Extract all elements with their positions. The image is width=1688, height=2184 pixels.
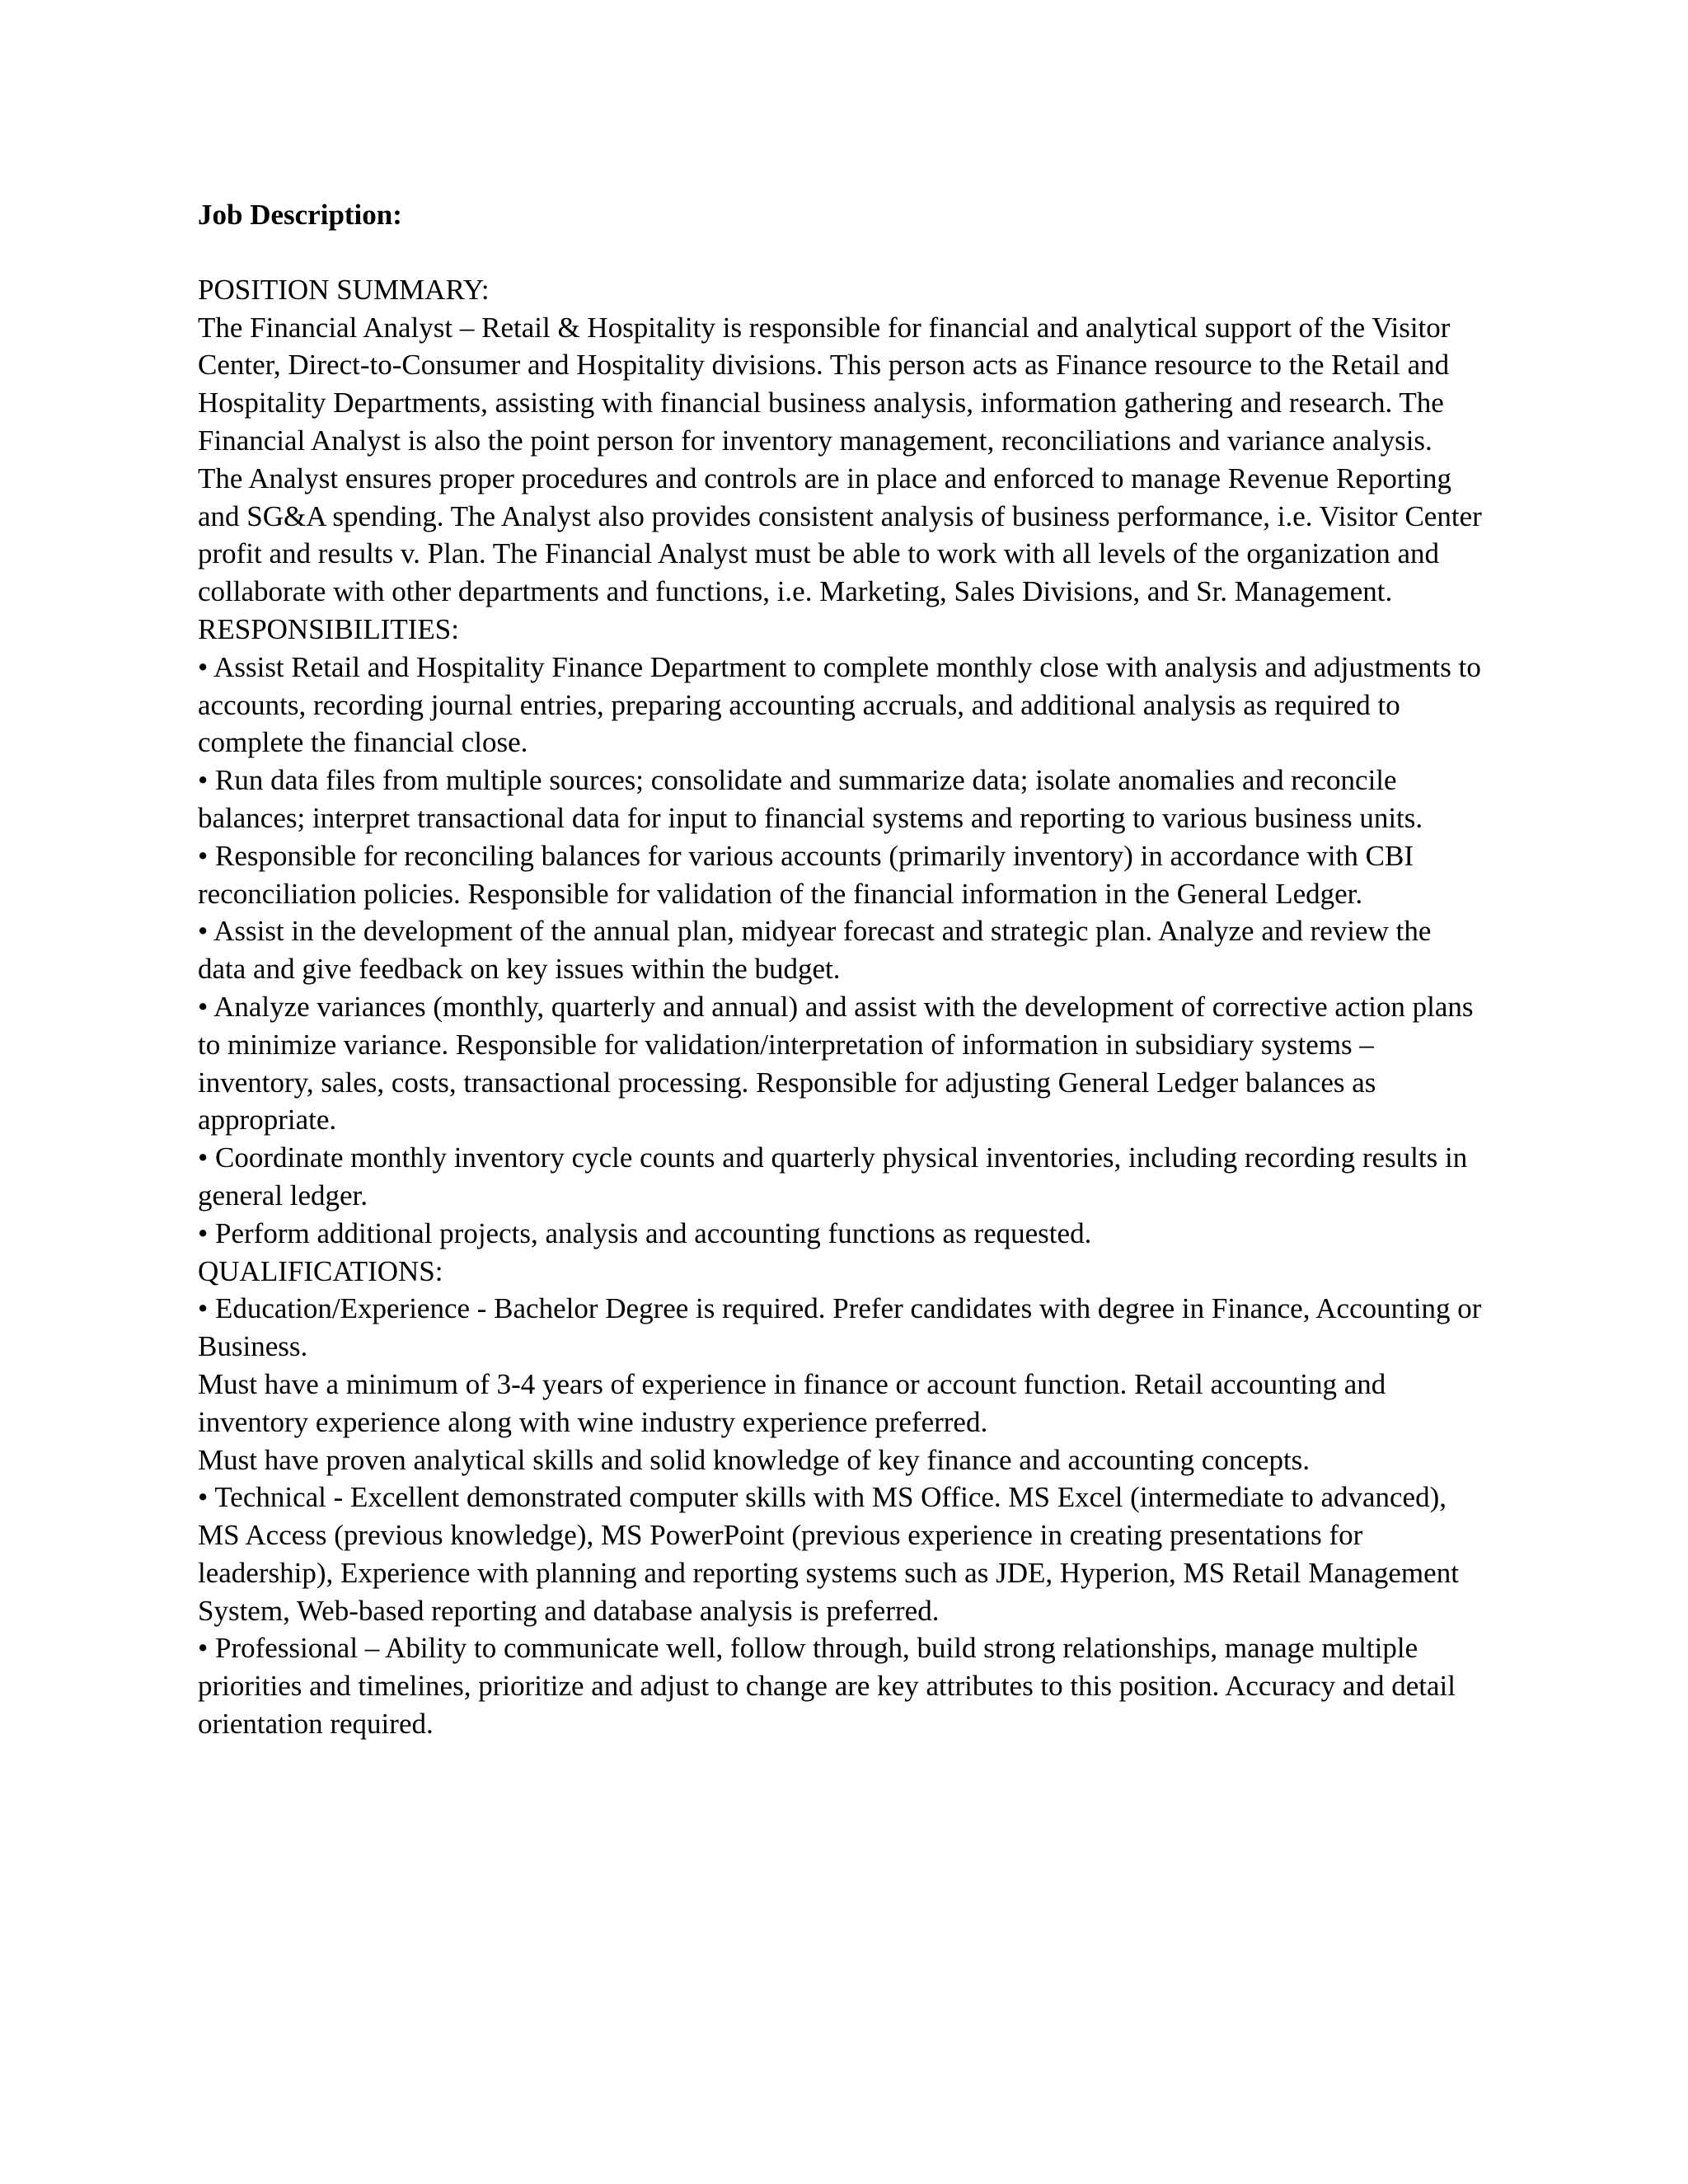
responsibility-item: • Perform additional projects, analysis and accounting functions as requested.: [198, 1216, 1092, 1249]
document-title: Job Description:: [198, 199, 402, 231]
responsibility-item: • Analyze variances (monthly, quarterly and annual) and assist with the development of corrective action plans to minimize variance. Responsible for validation/interpretation of information in subsidiary systems – inventory, sales, costs, transactional processing. Responsible for adjusting General Ledger balances as appropriate.: [198, 990, 1474, 1137]
qualification-item: • Technical - Excellent demonstrated computer skills with MS Office. MS Excel (intermediate to advanced), MS Access (previous knowledge), MS PowerPoint (previous experience in creating presentations for leadership), Experience with planning and reporting systems such as JDE, Hyperion, MS Retail Management System, Web-based reporting and database analysis is preferred.: [198, 1481, 1459, 1627]
qualification-item: • Education/Experience - Bachelor Degree is required. Prefer candidates with degree in Finance, Accounting or Business.: [198, 1292, 1482, 1363]
responsibility-item: • Assist Retail and Hospitality Finance Department to complete monthly close with analysis and adjustments to accounts, recording journal entries, preparing accounting accruals, and additional analysis as required to complete the financial close.: [198, 650, 1481, 759]
qualification-item: Must have proven analytical skills and solid knowledge of key finance and accounting concepts.: [198, 1443, 1311, 1476]
position-summary-text: The Financial Analyst – Retail & Hospitality is responsible for financial and analytical support of the Visitor Center, Direct-to-Consumer and Hospitality divisions. This person acts as Finance resource to the Retail and Hospitality Departments, assisting with financial business analysis, information gathering and research. The Financial Analyst is also the point person for inventory management, reconciliations and variance analysis. The Analyst ensures proper procedures and controls are in place and enforced to manage Revenue Reporting and SG&A spending. The Analyst also provides consistent analysis of business performance, i.e. Visitor Center profit and results v. Plan. The Financial Analyst must be able to work with all levels of the organization and collaborate with other departments and functions, i.e. Marketing, Sales Divisions, and Sr. Management.: [198, 311, 1482, 608]
responsibility-item: • Responsible for reconciling balances for various accounts (primarily inventory) in accordance with CBI reconciliation policies. Responsible for validation of the financial information in the General Ledger.: [198, 839, 1414, 910]
qualifications-heading: QUALIFICATIONS:: [198, 1254, 443, 1287]
qualification-item: • Professional – Ability to communicate well, follow through, build strong relationships, manage multiple priorities and timelines, prioritize and adjust to change are key attributes to this position. Accuracy and detail orientation required.: [198, 1632, 1456, 1741]
position-summary-heading: POSITION SUMMARY:: [198, 273, 490, 306]
responsibility-item: • Assist in the development of the annual plan, midyear forecast and strategic plan. Analyze and review the data and give feedback on key issues within the budget.: [198, 915, 1432, 986]
responsibilities-heading: RESPONSIBILITIES:: [198, 612, 459, 645]
responsibility-item: • Coordinate monthly inventory cycle counts and quarterly physical inventories, including recording results in general ledger.: [198, 1141, 1468, 1212]
document-content: [198, 196, 1484, 1743]
qualification-item: Must have a minimum of 3-4 years of experience in finance or account function. Retail accounting and inventory experience along with wine industry experience preferred.: [198, 1367, 1386, 1438]
responsibility-item: • Run data files from multiple sources; consolidate and summarize data; isolate anomalies and reconcile balances; interpret transactional data for input to financial systems and reporting to various business units.: [198, 764, 1423, 834]
